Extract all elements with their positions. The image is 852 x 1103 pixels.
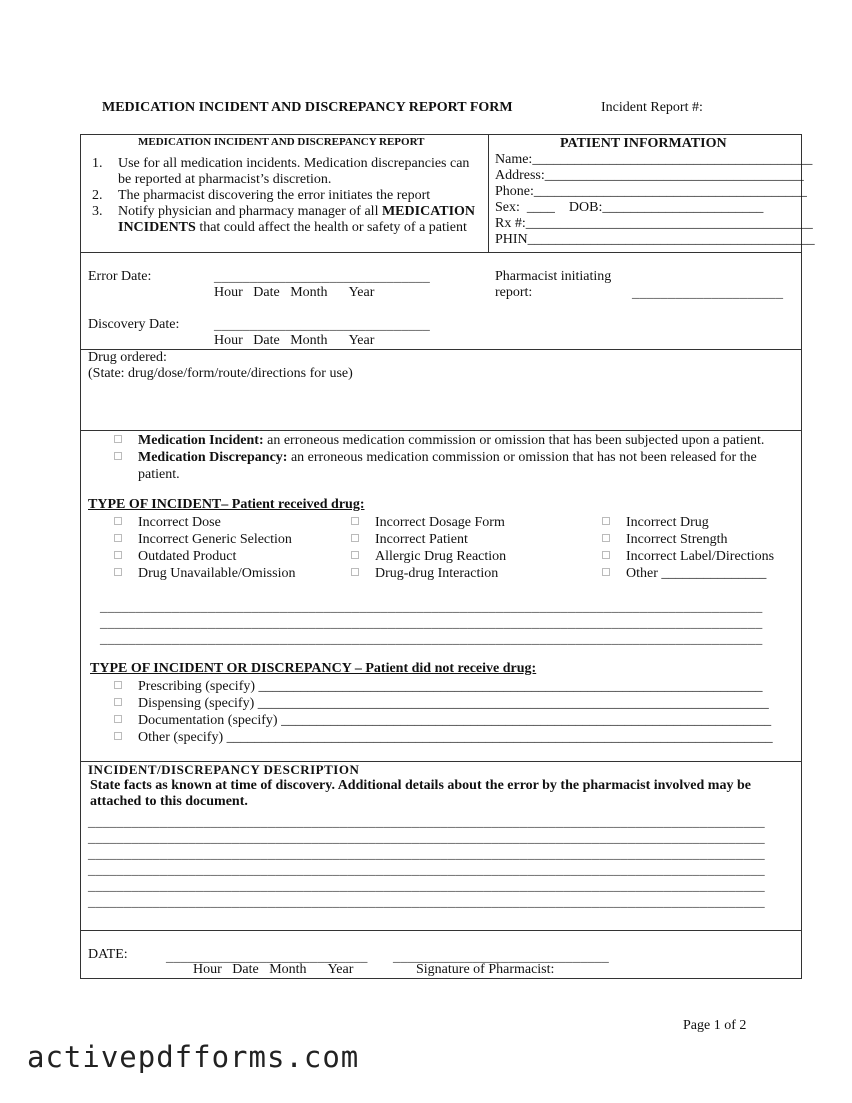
patient-fields — [495, 152, 815, 248]
option-incorrect-drug: Incorrect Drug — [602, 514, 774, 531]
option-other-specify: Other (specify) ______________________________________________________________________________ — [114, 729, 773, 746]
patient-rx-field[interactable]: Rx #:_________________________________________ — [495, 216, 813, 231]
description-heading: INCIDENT/DISCREPANCY DESCRIPTION — [88, 762, 360, 777]
type-not-received-heading: TYPE OF INCIDENT OR DISCREPANCY – Patient did not receive drug: — [90, 661, 537, 676]
patient-address-field[interactable]: Address:_____________________________________ — [495, 168, 804, 183]
checkbox[interactable] — [351, 534, 359, 542]
incident-report-number-label: Incident Report #: — [601, 100, 703, 115]
divider — [488, 134, 489, 252]
watermark: activepdfforms.com — [27, 1040, 360, 1074]
divider — [80, 252, 802, 253]
patient-sex-dob-field[interactable]: Sex: ____ DOB:_______________________ — [495, 200, 764, 215]
divider — [80, 430, 802, 431]
option-allergic-reaction: Allergic Drug Reaction — [351, 548, 506, 565]
type-received-notes[interactable]: ____________________________________________________________________________________________ ____________________________________________________________________________________________ ____________________________________________________________________________________________ — [100, 600, 763, 647]
patient-phin-field[interactable]: PHIN_________________________________________ — [495, 232, 815, 247]
checkbox[interactable] — [114, 732, 122, 740]
type-not-received-list — [114, 678, 773, 746]
sign-date-units: Hour Date Month Year — [193, 962, 354, 977]
type-received-heading: TYPE OF INCIDENT– Patient received drug: — [88, 497, 365, 512]
option-prescribing: Prescribing (specify) ________________________________________________________________________ — [114, 678, 773, 695]
instructions-heading: MEDICATION INCIDENT AND DISCREPANCY REPORT — [138, 136, 425, 148]
drug-ordered-section — [88, 350, 353, 382]
option-incorrect-dosage-form: Incorrect Dosage Form — [351, 514, 506, 531]
option-documentation: Documentation (specify) ______________________________________________________________________ — [114, 712, 773, 729]
option-incorrect-patient: Incorrect Patient — [351, 531, 506, 548]
description-lines[interactable]: ______________________________________________________________________________________________ ______________________________________________________________________________________________ ______________________________________________________________________________________________ ______________________________________________________________________________________________ ______________________________________________________________________________________________ ______________________________________________________________________________________________ — [88, 815, 765, 910]
option-incorrect-strength: Incorrect Strength — [602, 531, 774, 548]
checkbox[interactable] — [114, 435, 122, 443]
option-incorrect-generic: Incorrect Generic Selection — [114, 531, 295, 548]
type-received-col1 — [114, 514, 295, 582]
type-received-col2 — [351, 514, 506, 582]
checkbox[interactable] — [114, 698, 122, 706]
option-drug-drug-interaction: Drug-drug Interaction — [351, 565, 506, 582]
patient-phone-field[interactable]: Phone:_______________________________________ — [495, 184, 807, 199]
checkbox[interactable] — [602, 551, 610, 559]
patient-name-field[interactable]: Name:________________________________________ — [495, 152, 813, 167]
form-title: MEDICATION INCIDENT AND DISCREPANCY REPORT FORM — [102, 100, 513, 115]
option-outdated-product: Outdated Product — [114, 548, 295, 565]
checkbox[interactable] — [114, 452, 122, 460]
error-date-label: Error Date: — [88, 269, 152, 284]
pharmacist-initiating-label: Pharmacist initiating report: — [495, 269, 612, 300]
divider — [80, 930, 802, 931]
discovery-date-field[interactable]: ______________________________ — [214, 318, 430, 333]
option-incorrect-dose: Incorrect Dose — [114, 514, 295, 531]
checkbox[interactable] — [114, 517, 122, 525]
type-received-col3 — [602, 514, 774, 582]
instruction-3: 3. Notify physician and pharmacy manager of all MEDICATION — [92, 204, 476, 219]
instructions-list: 1. Use for all medication incidents. Medication discrepancies can be reported at pharmacist’s discretion. 2. The pharmacist discovering the error initiates the report 3. Notify physician and pharmacy manager of all MEDICATION INCIDENTS that could affect the health or safety of a patient — [92, 156, 476, 235]
error-date-units: Hour Date Month Year — [214, 285, 375, 300]
definitions: Medication Incident: an erroneous medication commission or omission that has been subjected upon a patient. Medication Discrepancy: an erroneous medication commission or omission that has not been released for the patient. — [114, 432, 764, 483]
option-incorrect-label: Incorrect Label/Directions — [602, 548, 774, 565]
pharmacist-initiating-field[interactable]: _____________________ — [632, 286, 784, 301]
checkbox[interactable] — [602, 568, 610, 576]
checkbox[interactable] — [351, 551, 359, 559]
discrepancy-definition: Medication Discrepancy: an erroneous medication commission or omission that has not been released for the — [114, 449, 764, 466]
description-instructions: State facts as known at time of discovery. Additional details about the error by the pharmacist involved may be attached to this document. — [90, 778, 751, 809]
checkbox[interactable] — [114, 681, 122, 689]
option-drug-unavailable: Drug Unavailable/Omission — [114, 565, 295, 582]
checkbox[interactable] — [114, 551, 122, 559]
option-other: Other _______________ — [602, 565, 774, 582]
checkbox[interactable] — [351, 517, 359, 525]
checkbox[interactable] — [114, 534, 122, 542]
discovery-date-units: Hour Date Month Year — [214, 333, 375, 348]
checkbox[interactable] — [602, 534, 610, 542]
drug-ordered-hint: (State: drug/dose/form/route/directions for use) — [88, 366, 353, 381]
discovery-date-label: Discovery Date: — [88, 317, 180, 332]
checkbox[interactable] — [114, 715, 122, 723]
option-dispensing: Dispensing (specify) _________________________________________________________________________ — [114, 695, 773, 712]
sign-date-label: DATE: — [88, 947, 128, 962]
instruction-2: 2. The pharmacist discovering the error initiates the report — [92, 188, 431, 203]
checkbox[interactable] — [114, 568, 122, 576]
incident-definition: Medication Incident: an erroneous medication commission or omission that has been subjected upon a patient. — [114, 432, 764, 449]
error-date-field[interactable]: ______________________________ — [214, 270, 430, 285]
checkbox[interactable] — [351, 568, 359, 576]
drug-ordered-label: Drug ordered: — [88, 350, 167, 365]
sign-date-field[interactable]: ____________________________ — [166, 950, 368, 965]
page-number: Page 1 of 2 — [683, 1018, 747, 1033]
instruction-1: 1. Use for all medication incidents. Medication discrepancies can — [92, 156, 470, 171]
checkbox[interactable] — [602, 517, 610, 525]
signature-label: Signature of Pharmacist: — [416, 962, 555, 977]
patient-info-heading: PATIENT INFORMATION — [560, 136, 727, 151]
signature-field[interactable]: ______________________________ — [393, 950, 609, 965]
